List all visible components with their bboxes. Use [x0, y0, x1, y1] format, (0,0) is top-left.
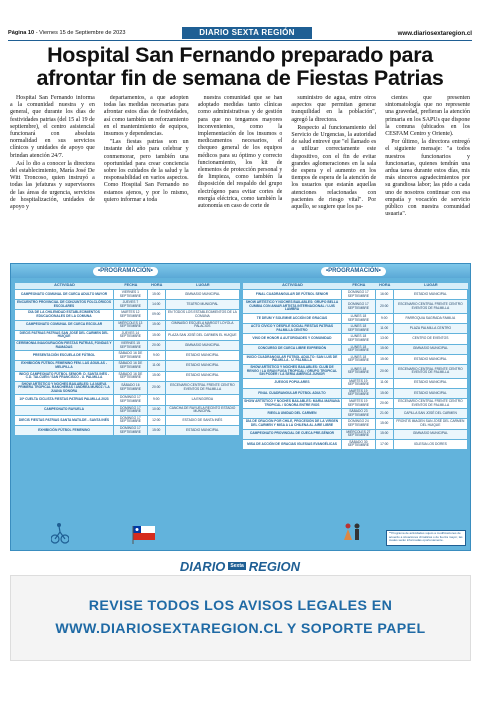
program-activity: ACTO CÍVICO Y DESFILE SOCIAL FIESTAS PATRIAS PALMILLA CENTRO	[243, 324, 342, 333]
program-column-header: ACTIVIDAD	[243, 283, 342, 289]
program-row	[243, 355, 468, 364]
program-row	[243, 379, 468, 388]
program-row	[15, 382, 240, 395]
program-venue: GIMNASIO MUNICIPAL	[166, 341, 240, 350]
program-date: DOMINGO 17 SEPTIEMBRE	[342, 300, 376, 313]
program-venue: IGLESIA LOS DORES	[394, 440, 468, 449]
program-date: LUNES 18 SEPTIEMBRE	[342, 314, 376, 323]
program-date: LUNES 18 SEPTIEMBRE	[342, 355, 376, 364]
dancers-icon	[341, 522, 363, 544]
program-activity: RIEGLA UNIDAD DEL CARMEN	[243, 409, 342, 418]
program-row	[15, 300, 240, 309]
program-date: LUNES 18 SEPTIEMBRE	[342, 365, 376, 378]
program-row	[15, 331, 240, 340]
program-activity: CAMPEONATO PROVINCIAL DE CUECA PRE-SÉNIOR	[243, 430, 342, 439]
issue-date: - Viernes 15 de Septiembre de 2023	[35, 30, 126, 36]
article-paragraph: Hospital San Fernando informa a la comunidad nuestra y en general, que durante los días de festividades patrias (del 15 al 19 de septiembre), el centro asistencial funcionará con absoluta normalidad en sus servicios clínicos y unidades de apoyo que brindan atención 24/7.	[10, 95, 95, 159]
program-date: SÁBADO 16 DE SEPTIEMBRE	[114, 361, 148, 370]
program-venue: PLAZA SAN JOSÉ DEL CARMEN EL HUIQUE	[166, 331, 240, 340]
program-activity: TE DEUM Y SOLEMNE ACCIÓN DE GRACIAS	[243, 314, 342, 323]
program-venue: PARROQUIA SAGRADA FAMILIA	[394, 314, 468, 323]
article-paragraph: Respecto al funcionamiento del Servicio de Urgencias, la autoridad de salud entrevé que "el llamado es a utilizar correctamente este dispositivo, con el fin de evitar grandes aglomeraciones en la sala de espera y el aumento en los tiempos de espera de la atención de los usuarios que estarán aquellas atenciones relacionadas con pacientes de riesgo vital". Por aquello, se sugiere que los pa-	[291, 124, 377, 211]
program-time: 09:00	[148, 310, 166, 319]
program-venue: ESCENARIO CENTRAL FRENTE CENTRO EVENTOS DE PALMILLA	[166, 382, 240, 395]
program-date: SÁBADO 30 SEPTIEMBRE	[342, 440, 376, 449]
program-time: 21:00	[376, 409, 394, 418]
page-number: Página 10	[8, 30, 35, 36]
program-activity: CAMPEONATO COMUNAL DE CUECA ESCOLAR	[15, 321, 114, 330]
program-time: 15:00	[376, 430, 394, 439]
program-column-header: FECHA	[342, 283, 376, 289]
program-date: MIÉRCOLES 13 SEPTIEMBRE	[114, 321, 148, 330]
article-paragraph: cientes que presenten sintomatología que no represente una gravedad, prefieran la atención primaria en los SAPUs que dispone la comuna (ubicados en los CESFAM Centro y Oriente).	[385, 95, 470, 138]
program-date: MIÉRCOLES 27 SEPTIEMBRE	[342, 430, 376, 439]
article-paragraph: suministro de agua, entre otros aspectos que permitan generar tranquilidad en la población", agregó la directora.	[291, 95, 377, 123]
program-time: 14:00	[148, 300, 166, 309]
site-url[interactable]: www.diariosextaregion.cl	[397, 29, 472, 37]
program-time: 9:00	[376, 314, 394, 323]
article-paragraph: "Las fiestas patrias son un instante del año para celebrar y conmemorar, pero también una oportunidad para crear conciencia sobre los cuidados de la salud y la responsabilidad en varios aspectos. Como Hospital San Fernando no estamos ajenos, y por lo mismo, quiero informar a toda	[103, 139, 189, 203]
program-venue: CENTRO DE EVENTOS	[394, 334, 468, 343]
program-activity: FINAL CUADRANGULAR FÚTBOL ADULTO	[243, 389, 342, 398]
program-time: 13:00	[376, 334, 394, 343]
program-activity: CEREMONIA INAUGURACIÓN FIESTAS PATRIAS, FONDAS Y RAMADAS	[15, 341, 114, 350]
article-paragraph: departamentos, a que adopten todas las medidas necesarias para afrontar estos días de festividades, así como también un reforzamiento en el mantenimiento de equipos, insumos y dependencias.	[103, 95, 189, 138]
program-date: JUEVES 7 SEPTIEMBRE	[114, 300, 148, 309]
program-venue: LA ENGORDA	[166, 395, 240, 404]
program-venue: CANCHA DE RAYUELA RECINTO ESTADIO MUNICIPAL	[166, 406, 240, 415]
article-column	[104, 95, 189, 263]
program-activity: INICIO CAMPEONATO FÚTBOL SENIOR: D. SANTA INÉS - C.D. TALCUÉN / SAN FRANCISCO - U. PALMILLA	[15, 372, 114, 381]
program-venue: ESTADIO MUNICIPAL	[166, 426, 240, 435]
program-activity: EXHIBICIÓN FÚTBOL FEMENINO	[15, 426, 114, 435]
program-time: 9:00	[148, 395, 166, 404]
program-time: 11:00	[148, 361, 166, 370]
logo-word-region: REGION	[248, 558, 301, 574]
chilean-flag-icon	[131, 524, 157, 544]
program-activity: CONCURSO DE CUECA LIBRE EXPRESIÓN	[243, 345, 342, 354]
program-time: 12:00	[148, 416, 166, 425]
program-activity: SHOW ARTÍSTICO Y NOCHES BAILABLES: CLUB DE RENGO / LA GRAN FUGA TROPICAL / GRUPO TROPICAL SIN PODER / LA SERIA AMÉRICA JUNIOR	[243, 365, 342, 378]
program-activity: CAMPEONATO COMUNAL DE CUECA ADULTO MAYOR	[15, 290, 114, 299]
program-date: DOMINGO 24 SEPTIEMBRE	[342, 419, 376, 428]
program-activity: DIECIS PATRIAS PATRIAS SAN JOSÉ DEL CARMEN DEL HUIQUE	[15, 331, 114, 340]
legal-notices-ad	[10, 575, 471, 661]
article-column	[291, 95, 376, 263]
page-info	[8, 30, 125, 36]
program-title-right: •PROGRAMACIÓN•	[321, 267, 386, 276]
program-venue: ESTADIO MUNICIPAL	[394, 355, 468, 364]
program-activity: EXHIBICIÓN FÚTBOL FEMENINO FEM. LAS ÁGUILAS - MELIPILLA	[15, 361, 114, 370]
program-activity: VINO DE HONOR A AUTORIDADES Y COMUNIDAD	[243, 334, 342, 343]
program-venue: ESTADIO MUNICIPAL	[166, 372, 240, 381]
cyclist-icon	[51, 522, 69, 544]
program-row	[15, 321, 240, 330]
program-time: 15:00	[376, 355, 394, 364]
program-venue: GIMNASIO ESCUELA MARGOT LOYOLA PALACIOS	[166, 321, 240, 330]
program-row	[243, 290, 468, 299]
program-activity: CAMPEONATO RAYUELA	[15, 406, 114, 415]
program-date: SÁBADO 16 DE SEPTIEMBRE	[114, 351, 148, 360]
program-time: 15:00	[376, 419, 394, 428]
program-row	[243, 365, 468, 378]
program-venue: ESCENARIO CENTRAL FRENTE CENTRO EVENTOS DE PALMILLA	[394, 300, 468, 313]
program-row	[243, 324, 468, 333]
program-date: LUNES 18 SEPTIEMBRE	[342, 324, 376, 333]
program-column-header: HORA	[376, 283, 394, 289]
program-venue: GIMNASIO MUNICIPAL	[394, 345, 468, 354]
program-row	[243, 389, 468, 398]
program-header-bar	[11, 264, 470, 278]
article-column	[385, 95, 470, 263]
program-venue: ESCENARIO CENTRAL FRENTE CENTRO EVENTOS DE PALMILLA	[394, 399, 468, 408]
program-row	[243, 419, 468, 428]
program-activity: MISA DE ACCIÓN DE GRACIAS IGLESIAS EVANGÉLICAS	[243, 440, 342, 449]
program-row	[15, 372, 240, 381]
program-date: SÁBADO 16 SEPTIEMBRE	[114, 382, 148, 395]
program-date: JUEVES 14 SEPTIEMBRE	[114, 331, 148, 340]
program-time: 20:00	[376, 399, 394, 408]
program-time: 9:00	[148, 351, 166, 360]
page-header	[8, 28, 472, 38]
program-activity: INICIO CUADRANGULAR FÚTBOL ADULTO: SAN LUIS DE PALMILLA - U. PALMILLA	[243, 355, 342, 364]
program-activity: JUEGOS POPULARES	[243, 379, 342, 388]
program-date: MARTES 19 SEPTIEMBRE	[342, 389, 376, 398]
program-time: 10:00	[148, 406, 166, 415]
program-column-header: LUGAR	[394, 283, 468, 289]
program-row	[15, 361, 240, 370]
program-venue: ESTADIO MUNICIPAL	[166, 361, 240, 370]
program-row	[15, 426, 240, 435]
program-venue: ESTADIO MUNICIPAL	[394, 379, 468, 388]
program-venue: GIMNASIO MUNICIPAL	[166, 290, 240, 299]
program-table-right	[243, 282, 468, 450]
program-time: 15:00	[376, 345, 394, 354]
program-time: 11:00	[376, 324, 394, 333]
program-column-header: HORA	[148, 283, 166, 289]
program-row	[243, 334, 468, 343]
program-date: DOMINGO 17 SEPTIEMBRE	[114, 406, 148, 415]
newspaper-logo	[143, 558, 337, 574]
program-time: 15:00	[148, 372, 166, 381]
article-paragraph: Por último, la directora entregó el siguiente mensaje: "a todos nuestros funcionarios y funcionarias, quienes tendrán una ardua tarea durante estos días, mis más sinceros agradecimientos por su grandiosa labor; las pido a cada uno de nosotros continuar con esa empatía y vocación de servicio público con nuestra comunidad usuaria".	[385, 139, 470, 218]
program-row	[243, 409, 468, 418]
program-venue: FRONTIS IMAGEN SAN JOSÉ DEL CARMEN DEL HUIQUE	[394, 419, 468, 428]
program-time: 15:00	[376, 389, 394, 398]
program-date: SÁBADO 23 SEPTIEMBRE	[342, 409, 376, 418]
program-venue: ESTADIO MUNICIPAL	[166, 351, 240, 360]
program-time: 15:00	[148, 331, 166, 340]
program-time: 16:00	[376, 290, 394, 299]
program-time: 15:00	[148, 290, 166, 299]
program-row	[243, 430, 468, 439]
program-time: 17:00	[376, 440, 394, 449]
program-date: VIERNES 15 SEPTIEMBRE	[114, 341, 148, 350]
program-activity: 10ª CUELTA CICLISTA FIESTAS PATRIAS PALMILLA 2023	[15, 395, 114, 404]
program-date: DOMINGO 17 SEPTIEMBRE	[114, 426, 148, 435]
program-time: 20:00	[148, 341, 166, 350]
program-row	[15, 406, 240, 415]
program-column-header: LUGAR	[166, 283, 240, 289]
program-venue: GIMNASIO MUNICIPAL	[394, 430, 468, 439]
program-time: 20:00	[148, 382, 166, 395]
logo-word-diario: DIARIO	[179, 558, 226, 574]
program-date: MARTES 19 SEPTIEMBRE	[342, 399, 376, 408]
program-venue: ESTADIO DE SANTA INÉS	[166, 416, 240, 425]
program-venue: ESTADIO MUNICIPAL	[394, 290, 468, 299]
program-row	[15, 290, 240, 299]
program-time: 15:00	[148, 321, 166, 330]
program-time: 15:00	[148, 426, 166, 435]
program-row	[243, 300, 468, 313]
program-time: 20:00	[376, 300, 394, 313]
program-venue: PLAZA PALMILLA CENTRO	[394, 324, 468, 333]
program-panel	[10, 263, 471, 551]
ad-line-2[interactable]: WWW.DIARIOSEXTAREGION.CL Y SOPORTE PAPEL	[55, 621, 426, 637]
program-activity: SHOW ARTÍSTICO Y NOCHES BAILABLES: LA NUEVA PRIMERA TROPICAL RANCHERAS / ANDREA MUÑOZ / LA JUANA SONORA	[15, 382, 114, 395]
program-row	[243, 314, 468, 323]
program-date: LUNES 18 SEPTIEMBRE	[342, 334, 376, 343]
program-activity: FINAL CUADRANGULAR DE FÚTBOL SENIOR	[243, 290, 342, 299]
program-activity: DÍA DE LA CHILENIDAD ESTABLECIMIENTOS EDUCACIONALES DE LA COMUNA	[15, 310, 114, 319]
program-activity: ENCUENTRO PROVINCIAL DE CONJUNTOS FOLCLÓRICOS ESCOLARES	[15, 300, 114, 309]
program-row	[243, 440, 468, 449]
program-row	[243, 345, 468, 354]
program-date: VIERNES 1 SEPTIEMBRE	[114, 290, 148, 299]
program-row	[15, 416, 240, 425]
program-date: LUNES 18 SEPTIEMBRE	[342, 345, 376, 354]
program-date: DOMINGO 17 SEPTIEMBRE	[342, 290, 376, 299]
logo-badge-sexta: Sexta	[230, 563, 244, 569]
program-table-left	[15, 282, 240, 436]
program-activity: SHOW ARTÍSTICO Y NOCHES BAILABLES: MARIA MARIANA TROPICAL / SONORA ENTRE RIOS	[243, 399, 342, 408]
program-activity: PRESENTACIÓN ESCUELA DE FÚTBOL	[15, 351, 114, 360]
program-column-header: FECHA	[114, 283, 148, 289]
program-row	[15, 351, 240, 360]
program-column-header: ACTIVIDAD	[15, 283, 114, 289]
program-row	[15, 395, 240, 404]
program-disclaimer: **Programa de actividades sujeto a modificaciones de acuerdo a situaciones climáticas o de fuerza mayor, las cuales serán informadas oportunamente.	[386, 530, 466, 546]
program-row	[15, 310, 240, 319]
program-date: MARTES 12 SEPTIEMBRE	[114, 310, 148, 319]
program-time: 11:00	[376, 379, 394, 388]
program-activity: DIECIS FIESTAS PATRIAS SANTA MATILDE - SANTA INÉS	[15, 416, 114, 425]
program-time: 20:00	[376, 365, 394, 378]
newspaper-brand: DIARIO SEXTA REGIÓN	[182, 27, 312, 39]
header-rule	[8, 40, 472, 41]
program-title-left: •PROGRAMACIÓN•	[93, 267, 158, 276]
program-date: DOMINGO 17 SEPTIEMBRE	[114, 416, 148, 425]
article-column	[10, 95, 95, 263]
ad-line-1: REVISE TODOS LOS AVISOS LEGALES EN	[88, 598, 393, 614]
program-date: MARTES 19 SEPTIEMBRE	[342, 379, 376, 388]
headline: Hospital San Fernando preparado para afrontar fin de semana de Fiestas Patrias	[36, 43, 444, 90]
program-date: DOMINGO 17 SEPTIEMBRE	[114, 395, 148, 404]
article-paragraph: nuestra comunidad que se han adoptado medidas tanto clínicas como administrativas y de gestión para que no tengamos mayores inconvenientes, como la implementación de los insumos o medicamentos necesarios, el chequeo general de los equipos médicos para su óptimo y correcto funcionamiento, los kit de elementos de protección personal y de limpieza, como también la disposición del respaldo del grupo electrógeno para evitar cortes de energía eléctrica, como también la autonomía en caso de corte de	[197, 95, 283, 210]
article-body	[10, 95, 470, 263]
program-date: SÁBADO 16 DE SEPTIEMBRE	[114, 372, 148, 381]
program-venue: EN TODOS LOS ESTABLECIMIENTOS DE LA COMUNA	[166, 310, 240, 319]
program-venue: CAPILLA SAN JOSÉ DEL CARMEN	[394, 409, 468, 418]
program-activity: DÍA DE ORACIÓN POR CHILE, PROCESIÓN DE LA VIRGEN DEL CARMEN Y MISA A LA CHILENA AL AIRE LIBRE	[243, 419, 342, 428]
program-row	[243, 399, 468, 408]
program-row	[15, 341, 240, 350]
article-column	[198, 95, 283, 263]
article-paragraph: Así lo dio a conocer la directora del establecimiento, María José De Witt Troncoso, quien instruyó a todas las jefaturas y supervisores de las áreas de urgencia, servicios de hospitalización, unidades de apoyo y	[10, 160, 95, 211]
program-venue: TEATRO MUNICIPAL	[166, 300, 240, 309]
program-venue: ESCENARIO CENTRAL FRENTE CENTRO EVENTOS DE PALMILLA	[394, 365, 468, 378]
program-activity: SHOW ARTÍSTICO Y NOCHES BAILABLES: GRUPO BELLA CUMBIA CON ANIAR ARTISTA INTERNACIONAL / LUIS LAMBRA	[243, 300, 342, 313]
program-venue: ESTADIO MUNICIPAL	[394, 389, 468, 398]
